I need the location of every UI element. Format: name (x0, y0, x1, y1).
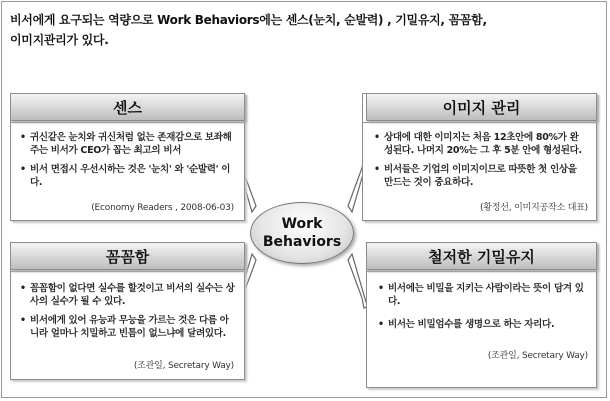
intro-line-2: 이미지관리가 있다. (10, 33, 109, 47)
card-image-body (363, 122, 596, 220)
detail-bullet-1: • 꼼꼼함이 없다면 실수를 할것이고 비서의 실수는 상사의 실수가 될 수 있다. (19, 282, 237, 308)
secret-bullet-2: • 비서는 비밀엄수를 생명으로 하는 자리다. (377, 318, 587, 331)
card-detail-title: 꼼꼼함 (10, 242, 245, 270)
card-detail-body (11, 271, 244, 379)
image-bullet-2: • 비서들은 기업의 이미지이므로 따뜻한 첫 인상을 만드는 것이 중요하다. (373, 163, 585, 189)
image-source: (황정선, 이미지공작소 대표) (479, 203, 588, 213)
secret-source: (조관일, Secretary Way) (487, 351, 588, 361)
intro-line-1: 비서에게 요구되는 역량으로 Work Behaviors에는 센스(눈치, 순발력) , 기밀유지, 꼼꼼함, (10, 13, 487, 27)
sense-source: (Economy Readers , 2008-06-03) (91, 203, 234, 213)
image-bullet-1: • 상대에 대한 이미지는 처음 12초안에 80%가 완성된다. 나머지 20%는 그 후 5분 안에 형성된다. (373, 131, 585, 157)
detail-source: (조관일, Secretary Way) (133, 361, 234, 371)
card-sense-title: 센스 (10, 93, 245, 121)
sense-bullet-1: • 귀신같은 눈치와 귀신처럼 없는 존재감으로 보좌해주는 비서가 CEO가 꼽는 최고의 비서 (19, 131, 237, 157)
sense-bullet-2: • 비서 면접시 우선시하는 것은 '눈치' 와 '순발력' 이다. (19, 163, 237, 189)
center-label-line-1: Work (281, 216, 323, 232)
center-ellipse (250, 202, 354, 264)
card-sense-body (11, 122, 244, 220)
card-secret-title: 철저한 기밀유지 (366, 242, 597, 270)
card-secret-body (367, 271, 596, 387)
detail-bullet-2: • 비서에게 있어 유능과 무능을 가르는 것은 다름 아니라 얼마나 치밀하고 빈틈이 없느냐에 달려있다. (19, 314, 237, 340)
card-image-title: 이미지 관리 (366, 93, 597, 121)
center-label-line-2: Behaviors (262, 234, 342, 250)
secret-bullet-1: • 비서에는 비밀을 지키는 사람이라는 뜻이 담겨 있다. (377, 282, 587, 308)
